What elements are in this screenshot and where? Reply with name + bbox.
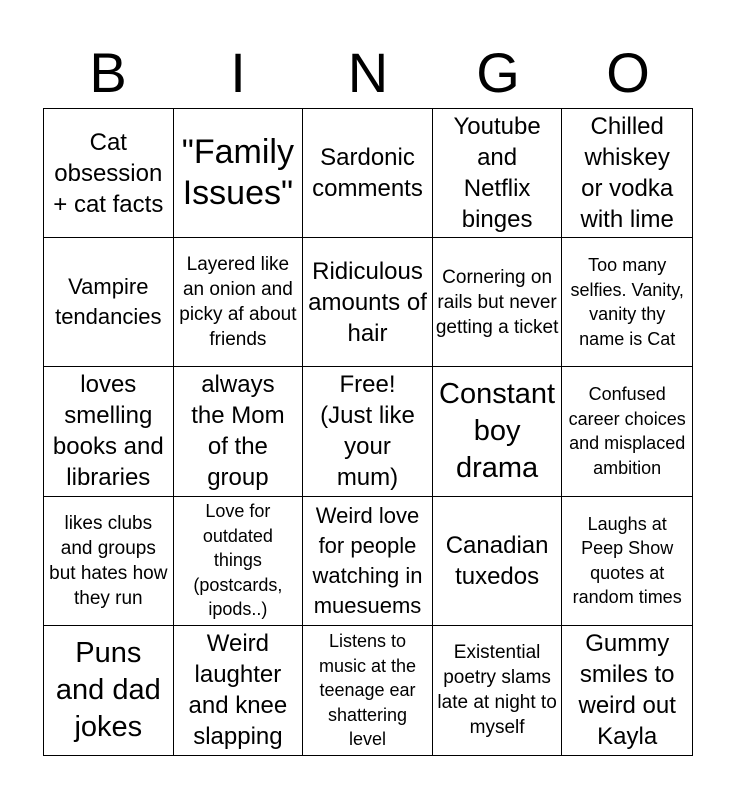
header-letter-o: O: [606, 41, 650, 104]
bingo-cell-r4c3[interactable]: [303, 497, 433, 626]
cell-label: always the Mom of the group: [191, 371, 285, 492]
header-letter-b: B: [89, 41, 127, 104]
cell-label: Sardonic comments: [312, 144, 423, 203]
cell-label: Listens to music at the teenage ear shattering level: [318, 631, 416, 750]
bingo-cell-r5c4[interactable]: [433, 626, 563, 755]
bingo-cell-r2c2[interactable]: [174, 238, 304, 367]
bingo-cell-r5c3[interactable]: [303, 626, 433, 755]
header-letter-i: I: [230, 41, 246, 104]
bingo-cell-r3c3[interactable]: [303, 367, 433, 496]
cell-label: likes clubs and groups but hates how they run: [49, 512, 168, 609]
cell-label: Free! (Just like your mum): [320, 371, 415, 492]
cell-label: Existential poetry slams late at night to myself: [437, 642, 557, 739]
bingo-cell-r4c5[interactable]: [562, 497, 692, 626]
bingo-cell-r1c3[interactable]: [303, 109, 433, 238]
bingo-cell-r1c2[interactable]: [174, 109, 304, 238]
cell-label: Confused career choices and misplaced ambition: [568, 384, 686, 478]
cell-label: Youtube and Netflix binges: [453, 113, 541, 234]
bingo-header: [43, 38, 693, 108]
cell-label: Gummy smiles to weird out Kayla: [578, 630, 676, 751]
cell-label: Canadian tuxedos: [445, 531, 549, 590]
cell-label: Cornering on rails but never getting a ticket: [435, 266, 559, 338]
bingo-cell-r3c1[interactable]: [44, 367, 174, 496]
cell-label: Layered like an onion and picky af about friends: [179, 254, 297, 351]
bingo-cell-r5c2[interactable]: [174, 626, 304, 755]
header-letter-g: G: [476, 41, 520, 104]
cell-label: Cat obsession + cat facts: [53, 128, 164, 218]
cell-label: Chilled whiskey or vodka with lime: [580, 113, 674, 234]
cell-label: Weird love for people watching in muesuems: [312, 502, 423, 618]
bingo-cell-r2c4[interactable]: [433, 238, 563, 367]
bingo-cell-r4c1[interactable]: [44, 497, 174, 626]
cell-label: Weird laughter and knee slapping: [188, 630, 288, 751]
bingo-cell-r1c4[interactable]: [433, 109, 563, 238]
bingo-cell-r3c4[interactable]: [433, 367, 563, 496]
cell-label: Laughs at Peep Show quotes at random times: [572, 513, 682, 608]
cell-label: Ridiculous amounts of hair: [308, 257, 427, 347]
bingo-cell-r1c1[interactable]: [44, 109, 174, 238]
bingo-cell-r2c3[interactable]: [303, 238, 433, 367]
bingo-cell-r5c1[interactable]: [44, 626, 174, 755]
cell-label: Love for outdated things (postcards, ipods..): [193, 501, 283, 620]
cell-label: Too many selfies. Vanity, vanity thy name is Cat: [570, 255, 684, 349]
bingo-cell-r3c5[interactable]: [562, 367, 692, 496]
bingo-cell-r2c5[interactable]: [562, 238, 692, 367]
cell-label: Puns and dad jokes: [55, 636, 161, 743]
cell-label: loves smelling books and libraries: [52, 371, 164, 492]
header-letter-n: N: [347, 41, 389, 104]
bingo-cell-r5c5[interactable]: [562, 626, 692, 755]
bingo-cell-r1c5[interactable]: [562, 109, 692, 238]
cell-label: Constant boy drama: [439, 377, 556, 484]
bingo-cell-r3c2[interactable]: [174, 367, 304, 496]
cell-label: "Family Issues": [181, 133, 294, 213]
bingo-cell-r4c4[interactable]: [433, 497, 563, 626]
cell-label: Vampire tendancies: [55, 274, 162, 330]
bingo-cell-r2c1[interactable]: [44, 238, 174, 367]
bingo-cell-r4c2[interactable]: [174, 497, 304, 626]
bingo-board: [43, 108, 693, 756]
